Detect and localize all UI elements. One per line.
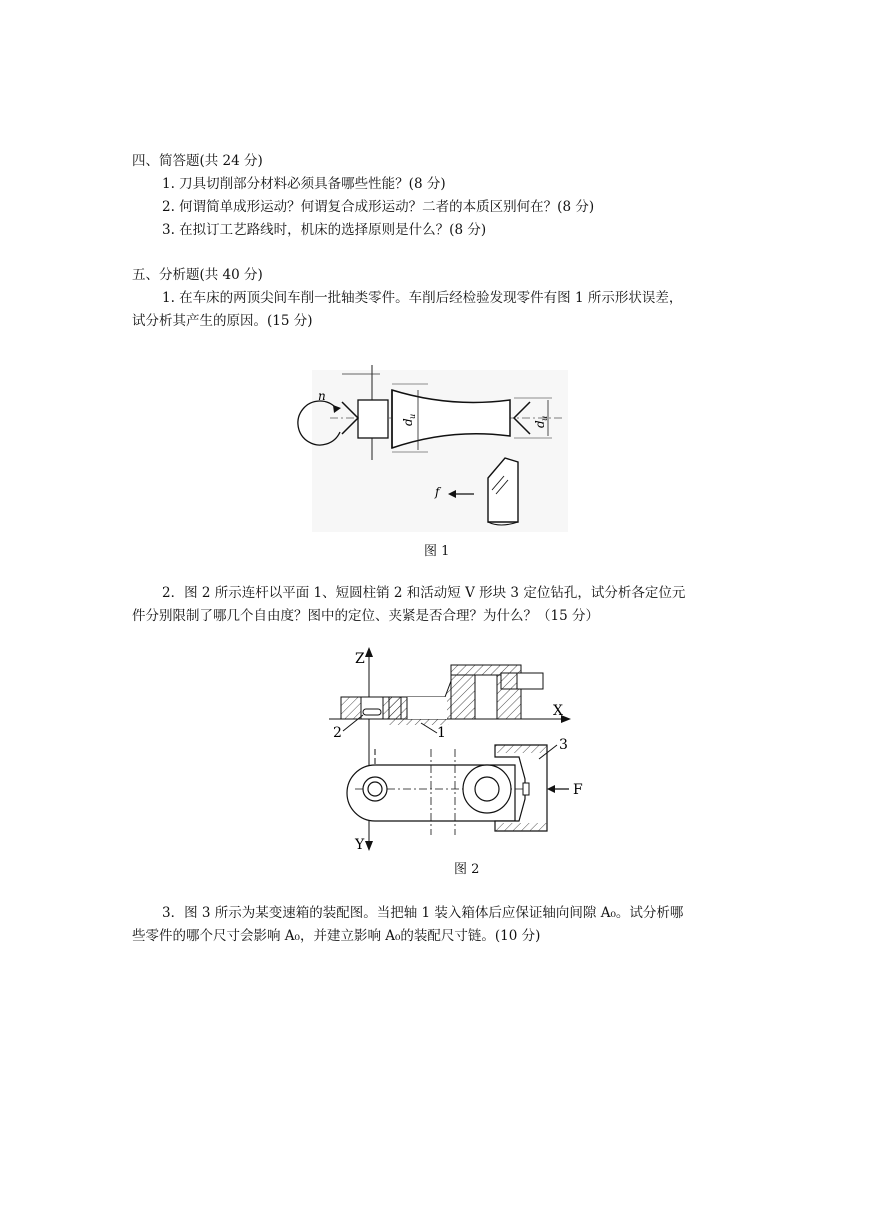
figure-1-label-n: n (318, 389, 326, 403)
figure-2-label-1: 1 (437, 725, 446, 741)
figure-2-label-2: 2 (333, 725, 342, 741)
figure-2-label-f: F (573, 782, 583, 798)
figure-1-label-d-left: d (401, 418, 415, 426)
figure-2-caption: 图 2 (454, 862, 480, 877)
question-5-3-line-1: 3．图 3 所示为某变速箱的装配图。当把轴 1 装入箱体后应保证轴向间隙 A₀。试分析哪 (162, 905, 684, 921)
figure-2-label-y: Y (355, 837, 365, 853)
question-5-1-line-1: 1. 在车床的两顶尖间车削一批轴类零件。车削后经检验发现零件有图 1 所示形状误差， (162, 290, 683, 306)
figure-1-label-d-left-sub: u (408, 413, 417, 419)
section-5-heading: 五、分析题(共 40 分) (132, 267, 263, 283)
question-5-3-line-2: 些零件的哪个尺寸会影响 A₀，并建立影响 A₀的装配尺寸链。(10 分) (132, 928, 541, 944)
question-5-1-line-2: 试分析其产生的原因。(15 分) (132, 313, 313, 329)
figure-1-label-d-right: d (533, 420, 547, 428)
question-4-2: 2. 何谓简单成形运动？何谓复合成形运动？二者的本质区别何在？(8 分) (162, 199, 595, 215)
figure-1-label-d-right-sub: u (540, 415, 549, 421)
figure-1-caption: 图 1 (424, 544, 450, 559)
figure-1-label-f: f (435, 485, 440, 499)
figure-2-label-x: X (553, 703, 563, 719)
question-5-2-line-2: 件分别限制了哪几个自由度？图中的定位、夹紧是否合理？为什么？（15 分） (132, 608, 599, 624)
figure-2-diagram (325, 645, 595, 855)
figure-1-diagram (300, 360, 570, 535)
question-4-1: 1. 刀具切削部分材料必须具备哪些性能？(8 分) (162, 176, 446, 192)
figure-2-label-3: 3 (559, 737, 568, 753)
question-4-3: 3. 在拟订工艺路线时，机床的选择原则是什么？(8 分) (162, 222, 487, 238)
section-4-heading: 四、简答题(共 24 分) (132, 153, 263, 169)
figure-2-label-z: Z (355, 651, 365, 667)
question-5-2-line-1: 2．图 2 所示连杆以平面 1、短圆柱销 2 和活动短 V 形块 3 定位钻孔，试分析各定位元 (162, 585, 686, 601)
